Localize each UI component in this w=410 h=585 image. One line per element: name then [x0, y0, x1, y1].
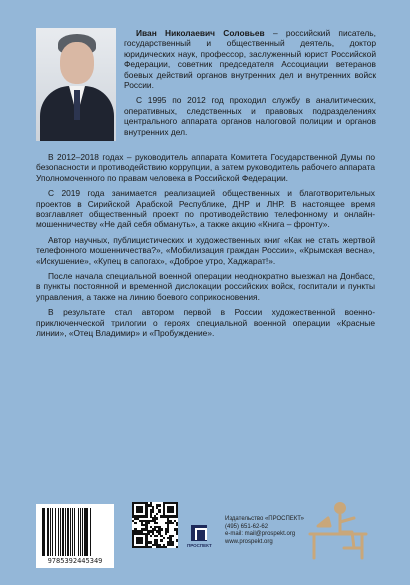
bio-paragraph-2: С 1995 по 2012 год проходил службу в аналитических, оперативных, следственных и правовых подразделениях центрального аппарата органов налоговой полиции и органов внутренних дел. — [124, 95, 376, 137]
publisher-website: www.prospekt.org — [225, 538, 273, 545]
publisher-name: Издательство «ПРОСПЕКТ» — [225, 516, 305, 522]
bio-paragraph-7: В результате стал автором первой в России художественной военно-приключенческой трилогии о героях специальной военной операции «Красные линии», «Отец Владимир» и «Пробуждение». — [36, 307, 375, 339]
publisher-info — [225, 516, 304, 546]
bio-paragraph-3: В 2012–2018 годах – руководитель аппарата Комитета Государственной Думы по безопасности и противодействию коррупции, а затем руководитель рабочего аппарата Уполномоченного по правам человека в Российской Федерации. — [36, 152, 375, 183]
barcode-bars — [42, 508, 108, 556]
back-cover-footer — [0, 490, 410, 585]
person-reading-icon — [300, 496, 376, 564]
bio-paragraph-5: Автор научных, публицистических и художественных книг «Как не стать жертвой телефонного мошенничества?», «Мобилизация граждан России», «Крымская весна», «Искушение», «Купец в сапогах», «Доброе утро, Хаджарат!». — [36, 234, 375, 266]
bio-intro — [124, 28, 376, 142]
author-name: Иван Николаевич Соловьев — [136, 28, 265, 38]
publisher-logo — [187, 525, 211, 551]
isbn-barcode — [36, 504, 114, 568]
intro-text: – российский писатель, государственный и общественный деятель, доктор юридических наук, профессор, заслуженный юрист Российской Федерации, советник председателя Ассоциации ветеранов боевых действий органов внутренних дел и внутренних войск России. — [124, 28, 376, 91]
isbn-number: 9785392445349 — [47, 557, 103, 565]
barcode-bar — [91, 508, 92, 556]
bio-body — [36, 152, 375, 344]
publisher-logo-label: ПРОСПЕКТ — [187, 543, 212, 548]
qr-code-icon — [132, 502, 178, 548]
bio-paragraph-6: После начала специальной военной операции неоднократно выезжал на Донбасс, в пункты постоянной и временной дислокации российских войск, госпитали и пункты управления, а также на линию боевого соприкосновения. — [36, 271, 375, 302]
publisher-phone: (495) 651-62-62 — [225, 523, 269, 530]
bio-paragraph-4: С 2019 года занимается реализацией общественных и благотворительных проектов в Сирийской Арабской Республике, ДНР и ЛНР. В настоящее время возглавляет общественный проект по противодействию телефонному и онлайн-мошенничеству «Не дай себя обмануть», а также акцию «Книга – фронту». — [36, 188, 375, 230]
author-photo — [36, 28, 116, 141]
publisher-email: e-mail: mail@prospekt.org — [225, 531, 296, 538]
